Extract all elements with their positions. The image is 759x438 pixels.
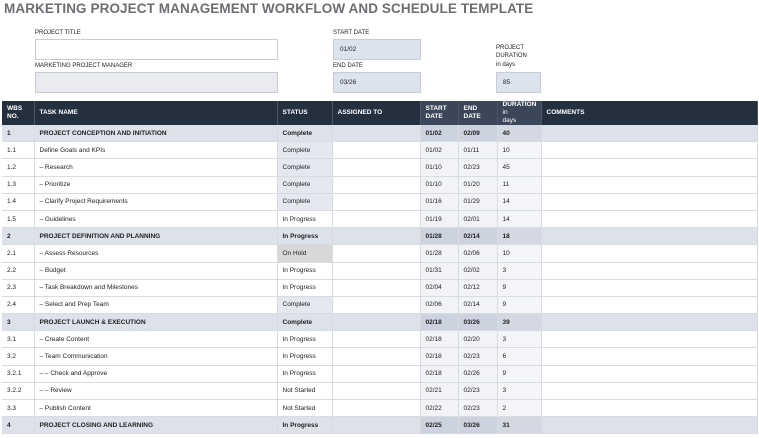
- wbs-cell: 1.1: [2, 142, 34, 159]
- end-date-cell[interactable]: 02/23: [458, 382, 497, 399]
- wbs-cell: 1.3: [2, 176, 34, 193]
- comments-cell[interactable]: [541, 331, 757, 348]
- wbs-cell: 1.2: [2, 159, 34, 176]
- duration-cell: 9: [497, 279, 541, 296]
- status-cell[interactable]: In Progress: [277, 348, 332, 365]
- task-name-cell[interactable]: Define Goals and KPIs: [34, 142, 277, 159]
- status-cell[interactable]: In Progress: [277, 228, 332, 245]
- end-date-cell[interactable]: 02/01: [458, 210, 497, 227]
- assigned-to-cell[interactable]: [332, 400, 420, 417]
- wbs-cell: 4: [2, 417, 34, 434]
- header-wbs[interactable]: WBS NO.: [2, 101, 34, 125]
- comments-cell[interactable]: [541, 142, 757, 159]
- duration-cell: 40: [497, 125, 541, 142]
- phase-row[interactable]: [2, 314, 757, 331]
- task-row[interactable]: [2, 193, 757, 210]
- task-row[interactable]: [2, 279, 757, 296]
- comments-cell[interactable]: [541, 400, 757, 417]
- start-date-cell[interactable]: 02/18: [420, 314, 458, 331]
- task-name-cell[interactable]: – Task Breakdown and Milestones: [34, 279, 277, 296]
- end-date-cell[interactable]: 02/23: [458, 159, 497, 176]
- status-cell[interactable]: In Progress: [277, 262, 332, 279]
- comments-cell[interactable]: [541, 228, 757, 245]
- duration-value: 85: [496, 72, 541, 93]
- status-cell[interactable]: On Hold: [277, 245, 332, 262]
- wbs-cell: 2.2: [2, 262, 34, 279]
- wbs-cell: 3.2.2: [2, 382, 34, 399]
- duration-cell: 45: [497, 159, 541, 176]
- end-date-cell[interactable]: 02/12: [458, 279, 497, 296]
- status-cell[interactable]: Complete: [277, 125, 332, 142]
- wbs-cell: 2.3: [2, 279, 34, 296]
- page-title: MARKETING PROJECT MANAGEMENT WORKFLOW AND SCHEDULE TEMPLATE: [4, 1, 534, 16]
- duration-label-line2: DURATION: [496, 53, 527, 59]
- task-name-cell[interactable]: – Budget: [34, 262, 277, 279]
- end-date-input[interactable]: 03/26: [333, 72, 421, 93]
- end-date-cell[interactable]: 02/14: [458, 228, 497, 245]
- end-date-cell[interactable]: 03/26: [458, 314, 497, 331]
- comments-cell[interactable]: [541, 193, 757, 210]
- assigned-to-cell[interactable]: [332, 365, 420, 382]
- start-date-input[interactable]: 01/02: [333, 39, 421, 60]
- assigned-to-cell[interactable]: [332, 296, 420, 313]
- duration-cell: 6: [497, 348, 541, 365]
- task-row[interactable]: [2, 296, 757, 313]
- comments-cell[interactable]: [541, 176, 757, 193]
- duration-cell: 31: [497, 417, 541, 434]
- status-cell[interactable]: In Progress: [277, 279, 332, 296]
- end-date-cell[interactable]: 02/26: [458, 365, 497, 382]
- status-cell[interactable]: Complete: [277, 176, 332, 193]
- task-name-cell[interactable]: PROJECT DEFINITION AND PLANNING: [34, 228, 277, 245]
- project-title-label: PROJECT TITLE: [35, 30, 81, 36]
- status-cell[interactable]: Not Started: [277, 400, 332, 417]
- wbs-cell: 3.1: [2, 331, 34, 348]
- comments-cell[interactable]: [541, 365, 757, 382]
- task-name-cell[interactable]: – – Check and Approve: [34, 365, 277, 382]
- duration-label-line1: PROJECT: [496, 45, 525, 51]
- wbs-cell: 2: [2, 228, 34, 245]
- wbs-cell: 3.3: [2, 400, 34, 417]
- duration-cell: 3: [497, 382, 541, 399]
- start-date-cell[interactable]: 02/22: [420, 400, 458, 417]
- duration-cell: 14: [497, 193, 541, 210]
- assigned-to-cell[interactable]: [332, 228, 420, 245]
- assigned-to-cell[interactable]: [332, 348, 420, 365]
- project-title-input[interactable]: [35, 39, 278, 60]
- task-row[interactable]: [2, 245, 757, 262]
- header-assigned-to[interactable]: ASSIGNED TO: [332, 101, 420, 125]
- start-date-cell[interactable]: 01/02: [420, 125, 458, 142]
- duration-cell: 2: [497, 400, 541, 417]
- end-date-cell[interactable]: 02/06: [458, 245, 497, 262]
- duration-cell: 14: [497, 210, 541, 227]
- wbs-cell: 2.1: [2, 245, 34, 262]
- comments-cell[interactable]: [541, 296, 757, 313]
- status-cell[interactable]: Complete: [277, 159, 332, 176]
- phase-row[interactable]: [2, 125, 757, 142]
- assigned-to-cell[interactable]: [332, 176, 420, 193]
- status-cell[interactable]: Complete: [277, 314, 332, 331]
- duration-cell: 3: [497, 262, 541, 279]
- duration-cell: 18: [497, 228, 541, 245]
- phase-row[interactable]: [2, 228, 757, 245]
- duration-cell: 39: [497, 314, 541, 331]
- task-name-cell[interactable]: PROJECT CONCEPTION AND INITIATION: [34, 125, 277, 142]
- assigned-to-cell[interactable]: [332, 193, 420, 210]
- task-name-cell[interactable]: – Team Communication: [34, 348, 277, 365]
- task-row[interactable]: [2, 382, 757, 399]
- end-date-cell[interactable]: 01/11: [458, 142, 497, 159]
- comments-cell[interactable]: [541, 417, 757, 434]
- start-date-cell[interactable]: 01/10: [420, 159, 458, 176]
- duration-cell: 10: [497, 142, 541, 159]
- status-cell[interactable]: Not Started: [277, 382, 332, 399]
- assigned-to-cell[interactable]: [332, 159, 420, 176]
- header-status[interactable]: STATUS: [277, 101, 332, 125]
- start-date-cell[interactable]: 01/19: [420, 210, 458, 227]
- start-date-cell[interactable]: 01/31: [420, 262, 458, 279]
- comments-cell[interactable]: [541, 245, 757, 262]
- start-date-cell[interactable]: 01/10: [420, 176, 458, 193]
- assigned-to-cell[interactable]: [332, 262, 420, 279]
- task-name-cell[interactable]: PROJECT CLOSING AND LEARNING: [34, 417, 277, 434]
- duration-cell: 10: [497, 245, 541, 262]
- start-date-cell[interactable]: 01/28: [420, 245, 458, 262]
- task-name-cell[interactable]: – Assess Resources: [34, 245, 277, 262]
- end-date-cell[interactable]: 02/09: [458, 125, 497, 142]
- comments-cell[interactable]: [541, 314, 757, 331]
- start-date-cell[interactable]: 02/25: [420, 417, 458, 434]
- task-row[interactable]: [2, 400, 757, 417]
- comments-cell[interactable]: [541, 159, 757, 176]
- comments-cell[interactable]: [541, 125, 757, 142]
- assigned-to-cell[interactable]: [332, 210, 420, 227]
- task-row[interactable]: [2, 262, 757, 279]
- task-name-cell[interactable]: – Select and Prep Team: [34, 296, 277, 313]
- task-name-cell[interactable]: PROJECT LAUNCH & EXECUTION: [34, 314, 277, 331]
- end-date-cell[interactable]: 03/26: [458, 417, 497, 434]
- comments-cell[interactable]: [541, 262, 757, 279]
- status-cell[interactable]: In Progress: [277, 210, 332, 227]
- task-row[interactable]: [2, 142, 757, 159]
- task-name-cell[interactable]: – Prioritize: [34, 176, 277, 193]
- task-name-cell[interactable]: – – Review: [34, 382, 277, 399]
- end-date-cell[interactable]: 02/23: [458, 348, 497, 365]
- start-date-cell[interactable]: 01/28: [420, 228, 458, 245]
- status-cell[interactable]: In Progress: [277, 417, 332, 434]
- task-row[interactable]: [2, 365, 757, 382]
- duration-cell: 9: [497, 365, 541, 382]
- manager-input[interactable]: [35, 72, 278, 93]
- table-header-row: [2, 101, 757, 125]
- start-date-cell[interactable]: 01/02: [420, 142, 458, 159]
- end-date-label: END DATE: [333, 63, 363, 69]
- start-date-label: START DATE: [333, 30, 370, 36]
- duration-cell: 9: [497, 296, 541, 313]
- wbs-cell: 1: [2, 125, 34, 142]
- wbs-cell: 1.5: [2, 210, 34, 227]
- header-task-name[interactable]: TASK NAME: [34, 101, 277, 125]
- assigned-to-cell[interactable]: [332, 331, 420, 348]
- header-end-date[interactable]: END DATE: [458, 101, 497, 125]
- header-duration[interactable]: DURATION in days: [497, 101, 541, 125]
- wbs-cell: 3.2: [2, 348, 34, 365]
- duration-cell: 3: [497, 331, 541, 348]
- start-date-cell[interactable]: 02/18: [420, 348, 458, 365]
- wbs-cell: 3.2.1: [2, 365, 34, 382]
- task-row[interactable]: [2, 331, 757, 348]
- wbs-cell: 1.4: [2, 193, 34, 210]
- wbs-cell: 2.4: [2, 296, 34, 313]
- task-name-cell[interactable]: – Clarify Project Requirements: [34, 193, 277, 210]
- comments-cell[interactable]: [541, 210, 757, 227]
- comments-cell[interactable]: [541, 279, 757, 296]
- comments-cell[interactable]: [541, 382, 757, 399]
- task-name-cell[interactable]: – Research: [34, 159, 277, 176]
- status-cell[interactable]: Complete: [277, 142, 332, 159]
- schedule-table: [2, 101, 758, 434]
- wbs-cell: 3: [2, 314, 34, 331]
- task-row[interactable]: [2, 348, 757, 365]
- start-date-cell[interactable]: 02/18: [420, 365, 458, 382]
- task-row[interactable]: [2, 159, 757, 176]
- end-date-cell[interactable]: 01/20: [458, 176, 497, 193]
- duration-label-line3: in days: [496, 62, 516, 68]
- assigned-to-cell[interactable]: [332, 314, 420, 331]
- end-date-cell[interactable]: 01/29: [458, 193, 497, 210]
- end-date-cell[interactable]: 02/14: [458, 296, 497, 313]
- end-date-cell[interactable]: 02/02: [458, 262, 497, 279]
- assigned-to-cell[interactable]: [332, 382, 420, 399]
- start-date-cell[interactable]: 02/06: [420, 296, 458, 313]
- task-row[interactable]: [2, 210, 757, 227]
- comments-cell[interactable]: [541, 348, 757, 365]
- end-date-cell[interactable]: 02/20: [458, 331, 497, 348]
- phase-row[interactable]: [2, 417, 757, 434]
- duration-cell: 11: [497, 176, 541, 193]
- start-date-cell[interactable]: 01/16: [420, 193, 458, 210]
- status-cell[interactable]: In Progress: [277, 331, 332, 348]
- header-comments[interactable]: COMMENTS: [541, 101, 757, 125]
- assigned-to-cell[interactable]: [332, 125, 420, 142]
- start-date-cell[interactable]: 02/21: [420, 382, 458, 399]
- start-date-cell[interactable]: 02/18: [420, 331, 458, 348]
- status-cell[interactable]: In Progress: [277, 365, 332, 382]
- assigned-to-cell[interactable]: [332, 142, 420, 159]
- status-cell[interactable]: Complete: [277, 296, 332, 313]
- status-cell[interactable]: Complete: [277, 193, 332, 210]
- task-name-cell[interactable]: – Guidelines: [34, 210, 277, 227]
- end-date-cell[interactable]: 02/23: [458, 400, 497, 417]
- start-date-cell[interactable]: 02/04: [420, 279, 458, 296]
- task-name-cell[interactable]: – Create Content: [34, 331, 277, 348]
- header-start-date[interactable]: START DATE: [420, 101, 458, 125]
- manager-label: MARKETING PROJECT MANAGER: [35, 63, 133, 69]
- task-row[interactable]: [2, 176, 757, 193]
- assigned-to-cell[interactable]: [332, 417, 420, 434]
- task-name-cell[interactable]: – Publish Content: [34, 400, 277, 417]
- assigned-to-cell[interactable]: [332, 245, 420, 262]
- assigned-to-cell[interactable]: [332, 279, 420, 296]
